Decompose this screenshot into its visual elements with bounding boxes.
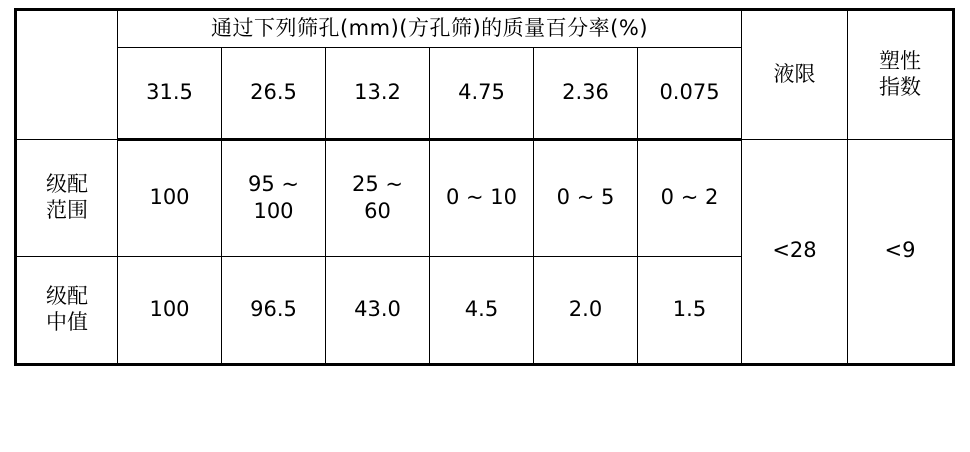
sieve-size-cell: 31.5 <box>118 47 222 139</box>
sieve-size-cell: 0.075 <box>638 47 742 139</box>
data-cell <box>326 139 430 256</box>
data-cell: 43.0 <box>326 256 430 364</box>
data-cell: 100 <box>118 256 222 364</box>
data-cell <box>534 139 638 256</box>
plasticity-index-header-cell <box>848 10 954 140</box>
data-cell-line1: 0 ~ 10 <box>445 185 518 210</box>
row-label-line2: 范围 <box>46 197 88 222</box>
data-cell-line1: 95 ~ <box>248 171 299 196</box>
row-label-cell <box>16 139 118 256</box>
data-cell-line1: 0 ~ 2 <box>660 185 719 210</box>
plasticity-index-value-cell: <9 <box>848 139 954 364</box>
row-label-line1: 级配 <box>46 284 88 309</box>
data-cell: 4.5 <box>430 256 534 364</box>
sieve-title-cell: 通过下列筛孔(mm)(方孔筛)的质量百分率(%) <box>118 10 742 48</box>
sieve-size-cell: 26.5 <box>222 47 326 139</box>
liquid-limit-value-cell: <28 <box>742 139 848 364</box>
row-label-line1: 级配 <box>46 172 88 197</box>
data-cell-line1: 0 ~ 5 <box>556 185 615 210</box>
data-cell <box>430 139 534 256</box>
sieve-size-cell: 4.75 <box>430 47 534 139</box>
data-cell-line1: 100 <box>149 185 190 210</box>
data-cell-line1: 25 ~ <box>352 171 403 196</box>
data-cell <box>222 139 326 256</box>
pi-line1-text: 塑性 <box>879 49 921 74</box>
data-cell <box>118 139 222 256</box>
sieve-size-cell: 2.36 <box>534 47 638 139</box>
pi-line2-text: 指数 <box>879 74 921 99</box>
data-cell-line2: 60 <box>364 199 391 224</box>
data-cell: 1.5 <box>638 256 742 364</box>
data-cell: 96.5 <box>222 256 326 364</box>
gradation-table <box>14 8 955 366</box>
corner-blank-cell <box>16 10 118 140</box>
row-label-cell <box>16 256 118 364</box>
header-row-title <box>16 10 954 48</box>
row-label-line2: 中值 <box>46 309 88 334</box>
plasticity-index-header-line2 <box>850 75 950 101</box>
liquid-limit-header-cell: 液限 <box>742 10 848 140</box>
table-row <box>16 139 954 256</box>
data-cell <box>638 139 742 256</box>
sieve-size-cell: 13.2 <box>326 47 430 139</box>
data-cell: 2.0 <box>534 256 638 364</box>
data-cell-line2: 100 <box>253 199 294 224</box>
plasticity-index-header-line1 <box>850 49 950 75</box>
